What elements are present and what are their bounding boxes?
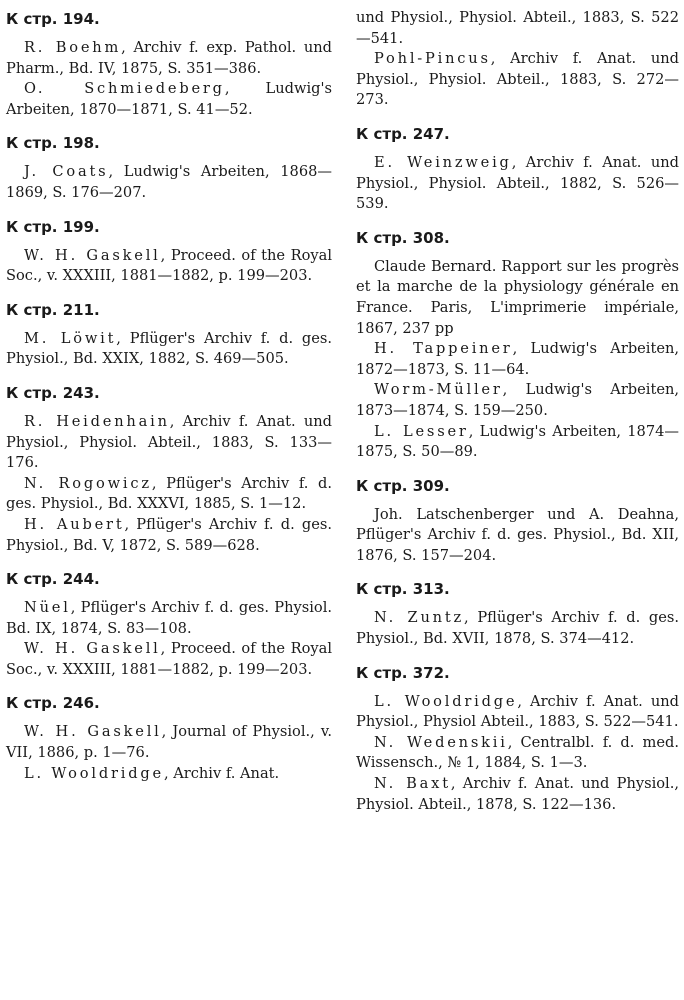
section-heading: К стр. 313. (356, 580, 450, 599)
citation-text: , Pflüger's Archiv f. d. ges. Physiol., Bd. XXIX, 1882, S. 469—505. (6, 329, 332, 368)
reference-entry (6, 764, 332, 785)
author-name: L. Wooldridge (374, 692, 518, 710)
author-name: L. Lesser (374, 422, 469, 440)
citation-text: Joh. Latschenberger und A. Deahna, Pflüger's Archiv f. d. ges. Physiol., Bd. XII, 1876, S. 157—204. (356, 505, 679, 564)
citation-text: , Centralbl. f. d. med. Wissensch., № 1, 1884, S. 1—3. (356, 733, 679, 772)
reference-section (356, 475, 679, 567)
reference-section (356, 662, 679, 816)
left-column (6, 8, 332, 796)
citation-text: , Ludwig's Arbeiten, 1870—1871, S. 41—52. (6, 80, 332, 118)
citation-text: , Archiv f. Anat. und Physiol., Physiol. Abteil., 1878, S. 122—136. (356, 775, 679, 813)
author-name: N. Baxt (374, 775, 451, 793)
reference-section (6, 382, 332, 556)
author-name: W. H. Gaskell (24, 723, 162, 741)
reference-entry (356, 153, 679, 215)
author-name: R. Heidenhain (24, 412, 170, 430)
author-name: N. Zuntz (374, 609, 465, 627)
reference-entry (356, 8, 679, 49)
section-heading: К стр. 199. (6, 217, 100, 236)
citation-text: , Ludwig's Arbeiten, 1872—1873, S. 11—64. (356, 340, 679, 378)
citation-text: , Archiv f. Anat. und Physiol., Physiol Abteil., 1883, S. 522—541. (356, 692, 679, 731)
reference-entry (356, 692, 679, 733)
reference-section (356, 227, 679, 463)
reference-entry (6, 38, 332, 79)
author-name: Worm-Müller (374, 381, 503, 399)
section-heading: К стр. 194. (6, 10, 100, 28)
citation-text: , Pflüger's Archiv f. d. ges. Physiol. Bd. IX, 1874, S. 83—108. (6, 599, 332, 637)
reference-entry (356, 380, 679, 421)
citation-text: , Ludwig's Arbeiten, 1874—1875, S. 50—89. (356, 422, 679, 461)
citation-text: , Archiv f. Anat. und Physiol., Physiol. Abteil., 1882, S. 526—539. (356, 153, 679, 213)
author-name: Nüel (24, 599, 71, 617)
citation-text: , Ludwig's Arbeiten, 1873—1874, S. 159—250. (356, 381, 679, 419)
section-heading: К стр. 309. (356, 476, 450, 495)
section-heading: К стр. 247. (356, 124, 450, 143)
reference-section (356, 123, 679, 215)
section-heading: К стр. 308. (356, 228, 450, 247)
citation-text: Claude Bernard. Rapport sur les progrès et la marche de la physiology générale en France. Paris, L'imprimerie impériale, 1867, 237 pp (356, 257, 679, 337)
citation-text: , Pflüger's Archiv f. d. ges. Physiol., Bd. V, 1872, S. 589—628. (6, 515, 332, 554)
reference-section (6, 568, 332, 680)
citation-text: und Physiol., Physiol. Abteil., 1883, S. 522—541. (356, 9, 679, 47)
reference-section (6, 299, 332, 370)
reference-entry (6, 162, 332, 203)
author-name: L. Wooldridge (24, 764, 164, 782)
reference-entry (6, 515, 332, 556)
reference-entry (356, 422, 679, 463)
reference-section (356, 578, 679, 649)
citation-text: , Archiv f. Anat. und Physiol., Physiol. Abteil., 1883, S. 272—273. (356, 50, 679, 109)
citation-text: , Pflüger's Archiv f. d. ges. Physiol., Bd. XVII, 1878, S. 374—412. (356, 609, 679, 648)
author-name: N. Wedenskii (374, 733, 508, 751)
citation-text: , Archiv f. exp. Pathol. und Pharm., Bd. IV, 1875, S. 351—386. (6, 39, 332, 77)
author-name: N. Rogowicz (24, 474, 152, 492)
reference-entry (356, 257, 679, 339)
reference-section (356, 8, 679, 111)
reference-entry (356, 733, 679, 774)
author-name: M. Löwit (24, 329, 117, 347)
reference-entry (6, 329, 332, 370)
author-name: E. Weinzweig (374, 153, 512, 171)
reference-entry (356, 774, 679, 815)
section-heading: К стр. 244. (6, 570, 100, 589)
citation-text: , Proceed. of the Royal Soc., v. XXXIII, 1881—1882, p. 199—203. (6, 640, 332, 678)
citation-text: , Journal of Physiol., v. VII, 1886, p. 1—76. (6, 723, 332, 762)
reference-entry (6, 598, 332, 639)
author-name: W. H. Gaskell (24, 640, 161, 658)
section-heading: К стр. 198. (6, 134, 100, 153)
author-name: R. Boehm (24, 39, 122, 56)
section-heading: К стр. 243. (6, 383, 100, 402)
reference-section (6, 692, 332, 784)
section-heading: К стр. 246. (6, 694, 100, 713)
reference-section (6, 216, 332, 287)
author-name: H. Tappeiner (374, 340, 513, 358)
citation-text: , Archiv f. Anat. und Physiol., Physiol. Abteil., 1883, S. 133—176. (6, 412, 332, 472)
reference-section (6, 8, 332, 120)
reference-entry (6, 79, 332, 120)
reference-entry (356, 505, 679, 567)
reference-entry (356, 49, 679, 111)
reference-entry (6, 246, 332, 287)
author-name: W. H. Gaskell (24, 246, 161, 264)
section-heading: К стр. 372. (356, 663, 450, 682)
author-name: Pohl-Pincus (374, 50, 491, 68)
reference-section (6, 132, 332, 203)
reference-entry (6, 412, 332, 474)
citation-text: , Proceed. of the Royal Soc., v. XXXIII, 1881—1882, p. 199—203. (6, 246, 332, 285)
reference-entry (6, 474, 332, 515)
author-name: J. Coats (24, 163, 109, 181)
reference-entry (6, 722, 332, 763)
citation-text: , Ludwig's Arbeiten, 1868—1869, S. 176—207. (6, 163, 332, 201)
citation-text: , Pflüger's Archiv f. d. ges. Physiol., Bd. XXXVI, 1885, S. 1—12. (6, 474, 333, 513)
author-name: O. Schmiedeberg (24, 80, 225, 98)
citation-text: , Archiv f. Anat. (163, 764, 280, 782)
reference-entry (6, 639, 332, 680)
right-column (356, 8, 679, 827)
author-name: H. Aubert (24, 515, 125, 533)
reference-entry (356, 339, 679, 380)
reference-entry (356, 608, 679, 649)
section-heading: К стр. 211. (6, 300, 100, 319)
